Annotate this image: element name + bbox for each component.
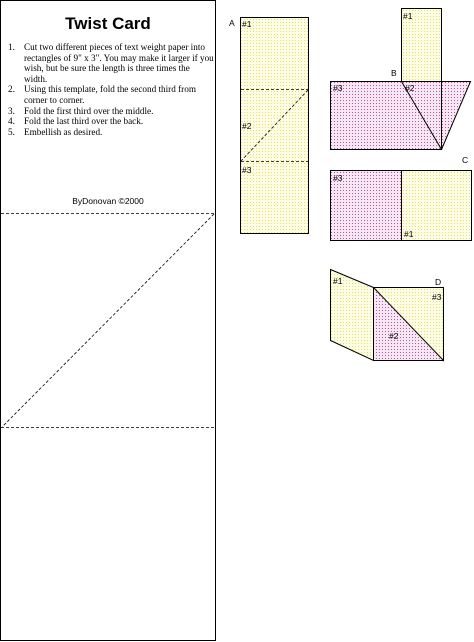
instruction-step: [8, 106, 214, 117]
diagram-a-letter: A: [229, 18, 235, 28]
diagram-b-label-3: #3: [333, 83, 343, 93]
step-text: Fold the last third over the back.: [24, 116, 144, 127]
diagram-c-label-1: #1: [404, 229, 414, 239]
diagram-d: [331, 270, 444, 361]
step-number: 4.: [8, 116, 15, 127]
diagram-a-label-3: #3: [242, 165, 252, 175]
diagram-b-letter: B: [391, 68, 397, 78]
step-text: Using this template, fold the second third from corner to corner.: [24, 84, 196, 105]
author-credit: ByDonovan ©2000: [72, 196, 144, 206]
diagram-b-label-2: #2: [405, 83, 415, 93]
step-text: Cut two different pieces of text weight paper into rectangles of 9" x 3". You may make it larger if you wish, but be sure the length is three times the width.: [24, 42, 214, 84]
diagram-d-letter: D: [435, 277, 442, 287]
diagram-c-label-3: #3: [333, 173, 343, 183]
card-title: Twist Card: [65, 14, 151, 33]
diagram-c-letter: C: [462, 155, 469, 165]
step-number: 5.: [8, 126, 15, 137]
diagram-c: [331, 155, 472, 241]
step-text: Embellish as desired.: [24, 126, 103, 137]
diagram-b: [331, 9, 471, 150]
instruction-step: [8, 127, 214, 138]
step-number: 2.: [8, 84, 15, 95]
diagram-d-label-1: #1: [333, 276, 343, 286]
diagram-a-label-2: #2: [242, 121, 252, 131]
instruction-step: [8, 116, 214, 127]
diagram-d-label-3: #3: [432, 292, 442, 302]
diagram-a: [229, 18, 309, 234]
instruction-list: [8, 42, 214, 137]
diagram-a-label-1: #1: [242, 19, 252, 29]
step-text: Fold the first third over the middle.: [24, 105, 154, 116]
diagram-d-label-2: #2: [389, 331, 399, 341]
diagram-b-label-1: #1: [403, 11, 413, 21]
instruction-step: [8, 84, 214, 105]
step-number: 1.: [8, 42, 15, 52]
step-number: 3.: [8, 105, 15, 116]
instruction-step: [8, 42, 214, 84]
diagram-b-triangle: [442, 82, 471, 150]
